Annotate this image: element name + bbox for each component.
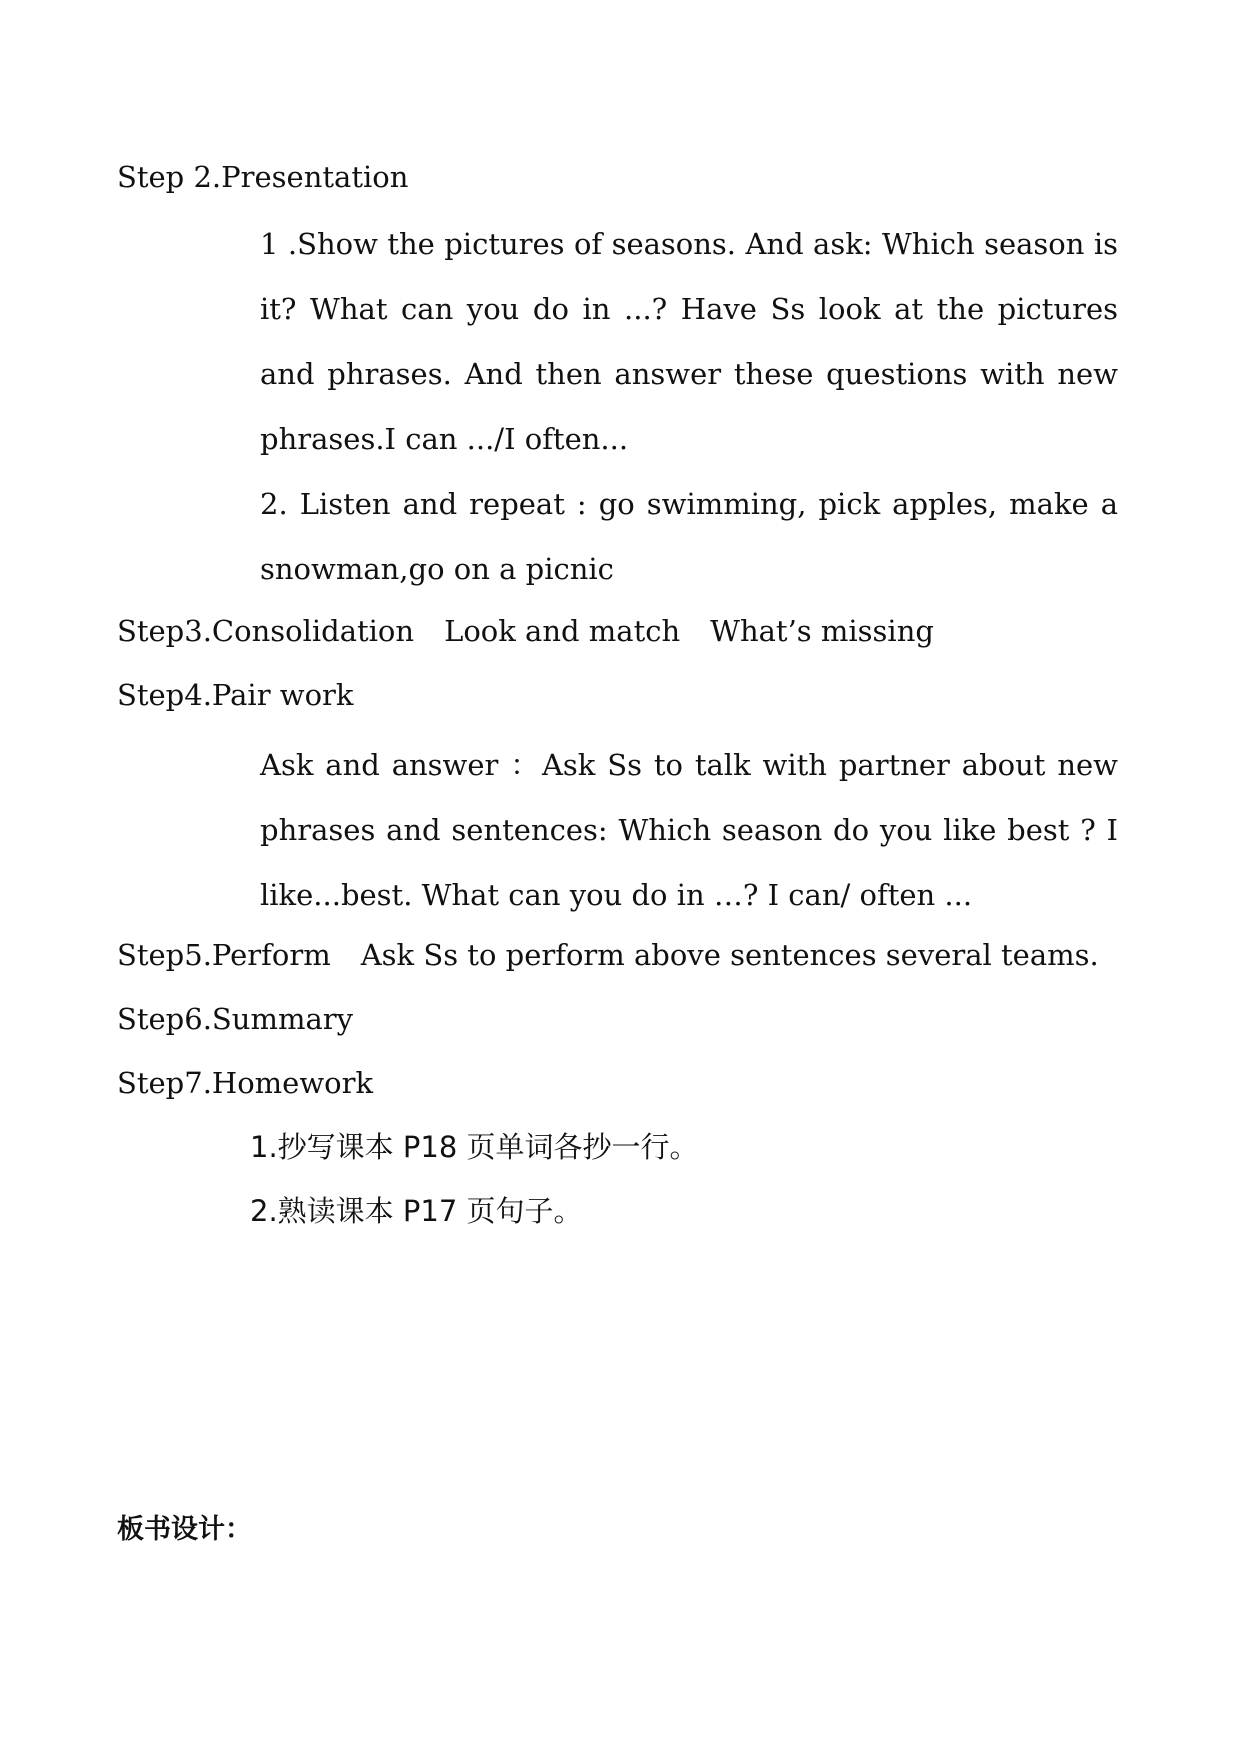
step5-line — [117, 938, 1099, 973]
step5-heading: Step5.Perform — [117, 938, 331, 972]
step7-heading: Step7.Homework — [117, 1066, 374, 1100]
step4-heading: Step4.Pair work — [117, 678, 354, 712]
step3-item-look-and-match: Look and match — [444, 614, 681, 648]
board-design-label: 板书设计： — [117, 1514, 252, 1545]
step2-heading: Step 2.Presentation — [117, 160, 409, 194]
step3-item-whats-missing: What’s missing — [710, 614, 934, 648]
step2-paragraph-2: 2. Listen and repeat : go swimming, pick apples, make a snowman,go on a picnic — [260, 487, 1118, 586]
homework-item-1: 1.抄写课本 P18 页单词各抄一行。 — [250, 1130, 699, 1164]
step6-heading: Step6.Summary — [117, 1002, 353, 1036]
step5-text: Ask Ss to perform above sentences several teams. — [360, 938, 1099, 972]
step2-paragraph-1: 1 .Show the pictures of seasons. And ask: Which season is it? What can you do in ...? Have Ss look at the pictures and phrases. And then answer these questions with new phrases.I can .../I often... — [260, 227, 1118, 456]
step4-paragraph: Ask and answer ：Ask Ss to talk with partner about new phrases and sentences: Which season do you like best ? I like...best. What can you do in …? I can/ often ... — [260, 748, 1118, 912]
step3-line — [117, 614, 934, 649]
homework-item-2: 2.熟读课本 P17 页句子。 — [250, 1194, 583, 1228]
step3-heading: Step3.Consolidation — [117, 614, 415, 648]
